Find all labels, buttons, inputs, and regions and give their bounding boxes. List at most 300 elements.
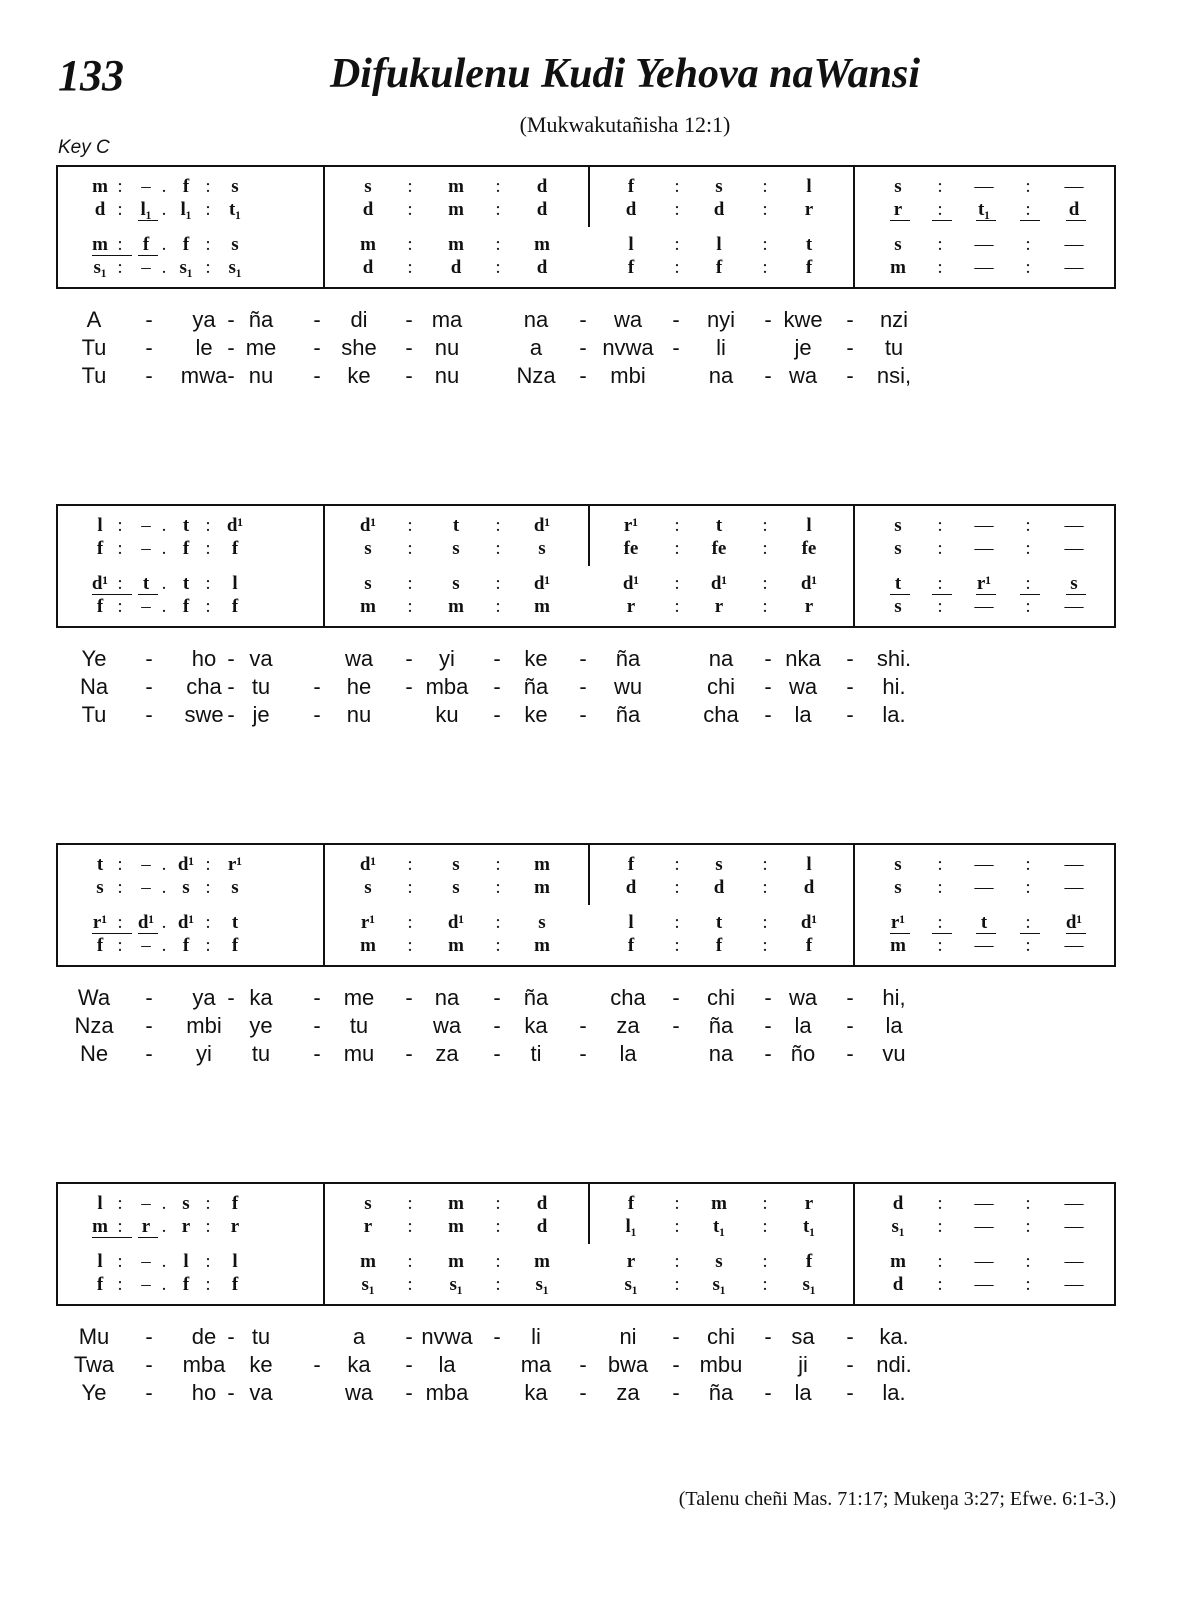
lyric-syllable: - [672,985,680,1010]
sol-fa-note: d [536,1193,548,1214]
sol-fa-note: : [674,912,680,933]
lyric-syllable: - [313,1041,321,1066]
sol-fa-note: s [182,877,190,898]
lyric-syllable: Nza [516,363,556,388]
sol-fa-note: : [1025,854,1031,875]
sol-fa-note: — [1064,538,1084,559]
sol-fa-note: : [1025,1216,1031,1237]
lyric-syllable: - [145,1324,153,1349]
voice-row [58,1273,1114,1297]
sol-fa-note: d [713,199,725,220]
sol-fa-note: : [108,572,132,596]
sol-fa-note: : [117,935,123,956]
lyric-syllable: je [794,335,812,360]
sol-fa-note: : [1025,1274,1031,1295]
lyric-syllable: - [846,674,854,699]
lyric-syllable: - [227,702,235,727]
lyric-syllable: Twa [73,1352,115,1377]
lyric-syllable: - [313,335,321,360]
sol-fa-note: s [364,573,372,594]
sol-fa-note: d¹ [533,573,551,594]
lyric-syllable: tu [884,335,904,360]
sol-fa-note: — [1064,1216,1084,1237]
sol-fa-note: l₁ [180,199,192,220]
sol-fa-note: : [205,176,211,197]
sol-fa-note: s [182,1193,190,1214]
sol-fa-note: m [92,176,108,197]
sol-fa-note: : [762,1193,768,1214]
lyric-syllable: ti [530,1041,542,1066]
sol-fa-note: r [804,1193,814,1214]
lyric-syllable: ka [524,1013,548,1038]
sol-fa-note: : [407,538,413,559]
sol-fa-note: r¹ [623,515,639,536]
lyric-syllable: - [672,1380,680,1405]
lyric-syllable: he [346,674,372,699]
lyric-syllable: mbu [699,1352,743,1377]
sol-fa-note: : [117,877,123,898]
lyric-syllable: - [579,1041,587,1066]
sol-fa-note: . [161,1251,167,1272]
sol-fa-note: : [674,199,680,220]
sol-fa-note: s [231,234,239,255]
sol-fa-note: . [161,199,167,220]
lyric-syllable: wa [613,307,643,332]
sol-fa-note: d [94,199,106,220]
lyric-syllable: - [672,1013,680,1038]
sol-fa-note: : [407,596,413,617]
sol-fa-note: : [674,854,680,875]
sol-fa-note: : [407,877,413,898]
lyric-syllable: - [846,1352,854,1377]
sol-fa-note: l [183,1251,189,1272]
lyric-syllable: ya [192,985,216,1010]
lyric-syllable: nu [434,363,460,388]
sol-fa-note: — [1064,854,1084,875]
lyric-syllable: - [493,646,501,671]
sol-fa-note: : [205,1216,211,1237]
lyric-syllable: - [846,307,854,332]
sol-fa-note: – [141,1274,151,1295]
lyric-syllable: - [145,335,153,360]
sol-fa-note: d [362,257,374,278]
sol-fa-note: : [1016,911,1040,935]
lyric-syllable: ña [708,1013,734,1038]
sol-fa-note: r [626,596,636,617]
sol-fa-note: r [363,1216,373,1237]
sol-fa-note: m [534,596,550,617]
sol-fa-note: : [762,854,768,875]
lyric-syllable: - [846,1041,854,1066]
sol-fa-note: t [134,572,158,596]
sol-fa-note: d¹ [88,572,112,596]
sol-fa-note: – [141,935,151,956]
sol-fa-note: s₁ [449,1274,463,1295]
lyric-syllable: - [313,1352,321,1377]
sol-fa-note: : [1025,935,1031,956]
lyric-syllable: yi [196,1041,212,1066]
sol-fa-note: d¹ [1062,911,1086,935]
sol-fa-note: — [974,1274,994,1295]
sol-fa-note: : [495,199,501,220]
lyric-syllable: na [434,985,460,1010]
sol-fa-note: r [626,1251,636,1272]
lyric-syllable: za [616,1380,640,1405]
lyric-syllable: ye [249,1013,273,1038]
lyric-syllable: me [245,335,277,360]
voice-row [58,1215,1114,1239]
sol-fa-note: f [627,176,635,197]
lyric-syllable: - [846,702,854,727]
lyric-syllable: bwa [607,1352,649,1377]
sol-fa-note: – [141,1251,151,1272]
sol-fa-note: m [360,935,376,956]
lyric-syllable: nyi [706,307,736,332]
lyric-syllable: A [86,307,102,332]
sol-fa-note: : [205,573,211,594]
voice-row [58,175,1114,199]
sol-fa-note: d¹ [134,911,158,935]
sol-fa-note: — [1064,596,1084,617]
lyric-syllable: Tu [81,702,107,727]
lyric-syllable: ña [248,307,274,332]
sol-fa-note: : [407,573,413,594]
lyric-syllable: me [343,985,375,1010]
sol-fa-note: : [108,1215,132,1239]
sol-fa-note: : [937,538,943,559]
lyric-syllable: wa [788,674,818,699]
sol-fa-note: m [448,176,464,197]
lyric-syllable: Mu [78,1324,110,1349]
sol-fa-note: t [231,912,239,933]
lyric-syllable: swe [184,702,224,727]
sol-fa-note: d¹ [226,515,244,536]
sol-fa-note: : [674,176,680,197]
sol-fa-note: d [892,1274,904,1295]
lyric-syllable: - [405,1352,413,1377]
sol-fa-note: f [96,935,104,956]
lyric-syllable: - [672,1324,680,1349]
sol-fa-note: : [495,596,501,617]
sol-fa-note: : [937,854,943,875]
scripture-subtitle: (Mukwakutañisha 12:1) [519,112,731,137]
sol-fa-note: : [117,538,123,559]
sol-fa-note: : [762,538,768,559]
sol-fa-note: : [117,1274,123,1295]
sol-fa-note: l [97,515,103,536]
lyric-syllable: ku [435,702,459,727]
sol-fa-note: f [182,1274,190,1295]
sol-fa-note: . [161,854,167,875]
key-signature: Key C [58,137,110,158]
lyric-syllable: - [846,363,854,388]
lyric-syllable: - [672,307,680,332]
sol-fa-note: t [182,573,190,594]
sol-fa-note: l [806,176,812,197]
lyric-syllable: la [438,1352,456,1377]
sol-fa-note: s [364,176,372,197]
lyric-syllable: chi [706,674,736,699]
lyric-syllable: ña [615,646,641,671]
sol-fa-note: d¹ [800,573,818,594]
sol-fa-note: : [205,877,211,898]
lyric-syllable: nsi, [876,363,912,388]
sol-fa-note: — [1064,234,1084,255]
sol-fa-note: m [360,596,376,617]
voice-row [58,514,1114,538]
lyric-syllable: ndi. [876,1352,912,1377]
lyric-syllable: ka [347,1352,371,1377]
sol-fa-note: : [674,1216,680,1237]
sol-fa-note: : [928,198,952,222]
sol-fa-note: t [452,515,460,536]
voice-row [58,595,1114,619]
lyric-syllable: - [579,1380,587,1405]
lyric-syllable: ka [249,985,273,1010]
sol-fa-note: — [974,877,994,898]
sol-fa-note: s [894,515,902,536]
sol-fa-note: r [804,199,814,220]
sol-fa-note: s [1062,572,1086,596]
sol-fa-note: : [407,854,413,875]
music-system [56,1182,1116,1306]
sol-fa-note: : [495,912,501,933]
sol-fa-note: : [1016,198,1040,222]
lyric-syllable: de [191,1324,217,1349]
sol-fa-note: m [534,234,550,255]
voice-row [58,876,1114,900]
lyric-syllable: ke [524,646,548,671]
lyric-syllable: - [846,1380,854,1405]
sol-fa-note: f [627,854,635,875]
voice-row [58,256,1114,280]
sol-fa-note: m [448,1216,464,1237]
lyric-syllable: la [794,702,812,727]
lyric-syllable: - [405,307,413,332]
sol-fa-note: s [894,877,902,898]
sol-fa-note: d [713,877,725,898]
sol-fa-note: – [141,1193,151,1214]
sol-fa-note: d¹ [710,573,728,594]
lyric-syllable: Nza [74,1013,114,1038]
voice-row [58,934,1114,958]
sol-fa-note: m [360,1251,376,1272]
sol-fa-note: — [974,515,994,536]
sol-fa-note: l₁ [625,1216,637,1237]
sol-fa-note: . [161,538,167,559]
sol-fa-note: f [715,935,723,956]
lyric-syllable: Tu [81,335,107,360]
lyric-syllable: - [313,985,321,1010]
sol-fa-note: : [674,1193,680,1214]
sol-fa-note: f [182,538,190,559]
sol-fa-note: : [108,911,132,935]
sol-fa-note: — [1064,176,1084,197]
sol-fa-note: : [205,854,211,875]
sol-fa-note: . [161,573,167,594]
sol-fa-note: fe [801,538,817,559]
sol-fa-note: t [715,912,723,933]
sol-fa-note: l [232,573,238,594]
sol-fa-note: l [806,854,812,875]
sol-fa-note: . [161,515,167,536]
sol-fa-note: : [407,257,413,278]
sol-fa-note: : [937,935,943,956]
sol-fa-note: f [805,935,813,956]
lyric-syllable: li [716,335,726,360]
lyric-syllable: na [708,646,734,671]
sol-fa-note: m [448,596,464,617]
lyric-syllable: - [405,985,413,1010]
sol-fa-note: m [448,1193,464,1214]
lyric-syllable: vu [882,1041,906,1066]
sol-fa-note: d¹ [177,912,195,933]
voice-row [58,233,1114,257]
sol-fa-note: f [182,234,190,255]
lyric-syllable: - [313,363,321,388]
lyric-syllable: wa [788,363,818,388]
sol-fa-note: m [890,257,906,278]
sol-fa-note: s₁ [802,1274,816,1295]
lyric-syllable: - [764,702,772,727]
sol-fa-note: l [232,1251,238,1272]
lyric-syllable: ke [524,702,548,727]
sol-fa-note: d [450,257,462,278]
sol-fa-note: f [96,596,104,617]
sol-fa-note: : [762,199,768,220]
sol-fa-note: l [716,234,722,255]
lyric-syllable: - [579,702,587,727]
sol-fa-note: : [205,935,211,956]
sol-fa-note: – [141,854,151,875]
sol-fa-note: — [1064,1193,1084,1214]
lyric-syllable: ma [431,307,463,332]
sol-fa-note: s [715,176,723,197]
sol-fa-note: s [364,877,372,898]
sol-fa-note: f [805,257,813,278]
sol-fa-note: s₁ [891,1216,905,1237]
lyric-syllable: - [313,1013,321,1038]
sol-fa-note: l [628,234,634,255]
lyric-syllable: - [227,985,235,1010]
sol-fa-note: s [452,573,460,594]
sol-fa-note: d [536,199,548,220]
lyric-syllable: tu [251,674,271,699]
lyric-syllable: nzi [879,307,909,332]
sol-fa-note: : [117,515,123,536]
sol-fa-note: d¹ [359,515,377,536]
lyric-syllable: le [195,335,213,360]
lyric-syllable: mba [182,1352,226,1377]
sol-fa-note: f [627,257,635,278]
sol-fa-note: — [974,854,994,875]
sol-fa-note: m [534,935,550,956]
sol-fa-note: t₁ [802,1216,816,1237]
sol-fa-note: : [495,234,501,255]
sol-fa-note: : [937,515,943,536]
lyric-syllable: Ye [81,646,107,671]
sol-fa-note: : [762,234,768,255]
lyric-syllable: mba [425,674,469,699]
sol-fa-note: : [928,911,952,935]
lyric-syllable: - [579,674,587,699]
sol-fa-note: f [231,1193,239,1214]
sol-fa-note: r¹ [88,911,112,935]
sol-fa-note: – [141,515,151,536]
sol-fa-note: : [205,234,211,255]
sol-fa-note: m [534,1251,550,1272]
lyric-syllable: ña [523,985,549,1010]
lyric-syllable: - [764,1324,772,1349]
lyric-syllable: hi, [882,985,906,1010]
sol-fa-note: : [495,1193,501,1214]
sol-fa-note: t [182,515,190,536]
sol-fa-note: — [1064,1251,1084,1272]
lyric-syllable: - [227,363,235,388]
sol-fa-note: : [205,1193,211,1214]
sol-fa-note: — [974,596,994,617]
sol-fa-note: : [117,1251,123,1272]
lyric-syllable: - [227,646,235,671]
sol-fa-note: : [205,515,211,536]
sol-fa-note: f [231,935,239,956]
sol-fa-note: t [886,572,910,596]
sol-fa-note: m [534,877,550,898]
lyric-syllable: tu [349,1013,369,1038]
lyric-syllable: la [885,1013,903,1038]
sol-fa-note: d¹ [622,573,640,594]
voice-row [58,1250,1114,1274]
sol-fa-note: : [937,1274,943,1295]
sol-fa-note: m [360,234,376,255]
lyric-syllable: tu [251,1324,271,1349]
lyric-syllable: - [579,335,587,360]
sol-fa-note: . [161,596,167,617]
sol-fa-note: f [231,596,239,617]
lyric-syllable: - [145,702,153,727]
lyric-syllable: wa [344,646,374,671]
sol-fa-note: m [448,234,464,255]
lyric-syllable: - [846,646,854,671]
sol-fa-note: — [1064,1274,1084,1295]
lyric-syllable: ño [790,1041,816,1066]
lyric-syllable: - [764,1041,772,1066]
sol-fa-note: : [928,572,952,596]
lyric-syllable: a [529,335,543,360]
song-title: Difukulenu Kudi Yehova naWansi [329,51,921,97]
sol-fa-note: : [674,234,680,255]
sol-fa-note: : [762,257,768,278]
lyric-syllable: wa [344,1380,374,1405]
lyric-syllable: - [145,363,153,388]
sol-fa-note: s₁ [624,1274,638,1295]
sol-fa-note: t₁ [972,198,996,222]
sol-fa-note: : [1025,538,1031,559]
sol-fa-note: : [407,1216,413,1237]
sol-fa-note: — [974,176,994,197]
lyric-syllable: ña [708,1380,734,1405]
lyric-syllable: - [227,307,235,332]
sol-fa-note: — [974,257,994,278]
sol-fa-note: s₁ [361,1274,375,1295]
lyric-syllable: ma [520,1352,552,1377]
sol-fa-note: . [161,1193,167,1214]
sol-fa-note: : [495,1274,501,1295]
sol-fa-note: : [407,199,413,220]
sol-fa-note: t [715,515,723,536]
sol-fa-note: : [205,538,211,559]
sol-fa-note: t₁ [228,199,242,220]
